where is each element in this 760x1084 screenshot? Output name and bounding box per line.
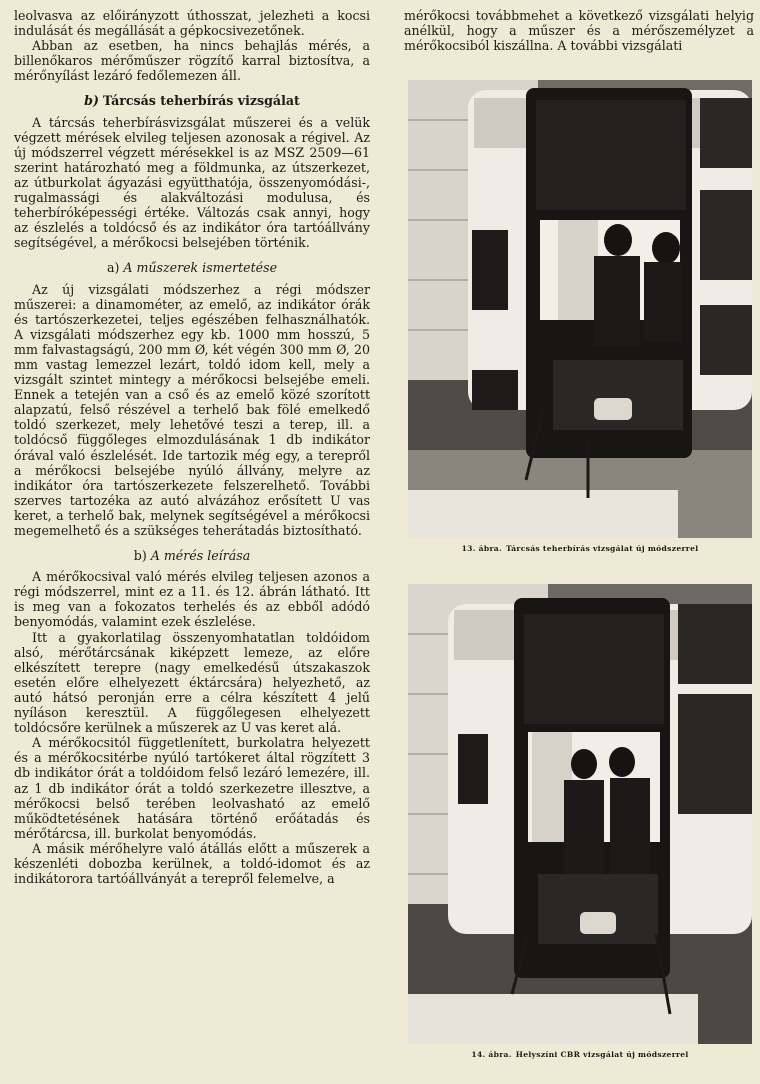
subsection-heading-a [14,260,370,275]
photo-measuring-vehicle-cbr-test [408,584,752,1044]
paragraph: Itt a gyakorlatilag összenyomhatatlan toldóidom alsó, mérőtárcsának kiképzett lemeze, az előre elkészített terepre (nagy emelkedésű útszakaszok esetén előre elhelyezett éktárcsára) helyezhető, az autó hátsó peronján erre a célra készített 4 jelű nyíláson keresztül. A függőlegesen elhelyezett toldócsőre kerülnek a műszerek az U vas keret alá. [14,629,370,736]
left-column [14,8,370,886]
figure-number: 13. ábra. [461,544,502,553]
right-column [404,8,754,53]
subsection-heading-b [14,548,370,563]
vehicle-photo-illustration [408,80,752,538]
figure-13 [408,80,752,553]
subsection-letter: a) [106,260,120,276]
subsection-letter: b) [133,548,147,564]
figure-14 [408,584,752,1059]
section-letter: b) [84,93,99,109]
figure-caption [408,544,752,553]
paragraph: leolvasva az előirányzott úthosszat, jelezheti a kocsi indulását és megállását a gépkocsivezetőnek. [14,8,370,39]
paragraph: A mérőkocsival való mérés elvileg teljesen azonos a régi módszerrel, mint ez a 11. és 12. ábrán látható. Itt is meg van a fokozatos terhelés és az ebből adódó benyomódás, valamint ezek észlelése. [14,569,370,630]
figure-caption [408,1050,752,1059]
paragraph: mérőkocsi továbbmehet a következő vizsgálati helyig anélkül, hogy a műszer és a mérőszemélyzet a mérőkocsiból kiszállna. A további vizsgálati [404,8,754,54]
paragraph: Abban az esetben, ha nincs behajlás mérés, a billenőkaros mérőműszer rögzítő karral biztosítva, a mérőnyílást lezáró fedőlemezen áll. [14,38,370,84]
paragraph: A mérőkocsitól függetlenített, burkolatra helyezett és a mérőkocsitérbe nyúló tartókeret által rögzített 3 db indikátor órát a toldóidom felső lezáró lemezére, ill. az 1 db indikátor órát a toldó szerkezetre illesztve, a mérőkocsi belső terében leolvasható az emelő működtetésének hatására történő erőátadás és mérőtárcsa, ill. burkolat benyomódás. [14,735,370,841]
figure-caption-text: Tárcsás teherbírás vizsgálat új módszerrel [505,544,699,553]
section-title: Tárcsás teherbírás vizsgálat [102,93,300,109]
subsection-title: A műszerek ismertetése [123,260,278,276]
vehicle-photo-illustration [408,584,752,1044]
paragraph: A másik mérőhelyre való átállás előtt a műszerek a készenléti dobozba kerülnek, a toldó-idomot és az indikátorora tartóállványát a terepről felemelve, a [14,840,370,887]
figure-number: 14. ábra. [471,1050,512,1059]
photo-measuring-vehicle-disc-test [408,80,752,538]
paragraph: Az új vizsgálati módszerhez a régi módszer műszerei: a dinamométer, az emelő, az indikátor órák és tartószerkezetei, teljes egészében felhasználhatók. A vizsgálati módszerhez egy kb. 1000 mm hosszú, 5 mm falvastagságú, 200 mm Ø, két végén 300 mm Ø, 20 mm vastag lemezzel lezárt, toldó idom kell, mely a vizsgált szintet mintegy a mérőkocsi belsejébe emeli. Ennek a tetején van a cső és az emelő közé szorított alapzatú, felső részével a terhelő bak fölé emelkedő toldó szerkezet, mely lehetővé teszi a terep, ill. a toldócső függőleges elmozdulásának 1 db indikátor órával való észlelését. Ide tartozik még egy, a terepről a mérőkocsi belsejébe nyúló állvány, melyre az indikátor óra tartószerkezete felszerelhető. További szerves tartozéka az autó alvázához erősített U vas keret, a terhelő bak, melynek segítségével a mérőkocsi megemelhető és a szükséges teherátadás biztosítható. [14,281,370,538]
paragraph: A tárcsás teherbírásvizsgálat műszerei és a velük végzett mérések elvileg teljesen azonosak a régivel. Az új módszerrel végzett mérésekkel is az MSZ 2509—61 szerint határozható meg a földmunka, az útszerkezet, az útburkolat ágyazási együtthatója, összenyomódási-, rugalmassági és alakváltozási modulusa, és teherbíróképességi értéke. Változás csak annyi, hogy az észlelés a toldócső és az indikátor óra tartóállvány segítségével, a mérőkocsi belsejében történik. [14,114,370,251]
subsection-title: A mérés leírása [150,548,251,564]
section-heading-b [14,93,370,108]
figure-caption-text: Helyszíni CBR vizsgálat új módszerrel [515,1050,689,1059]
